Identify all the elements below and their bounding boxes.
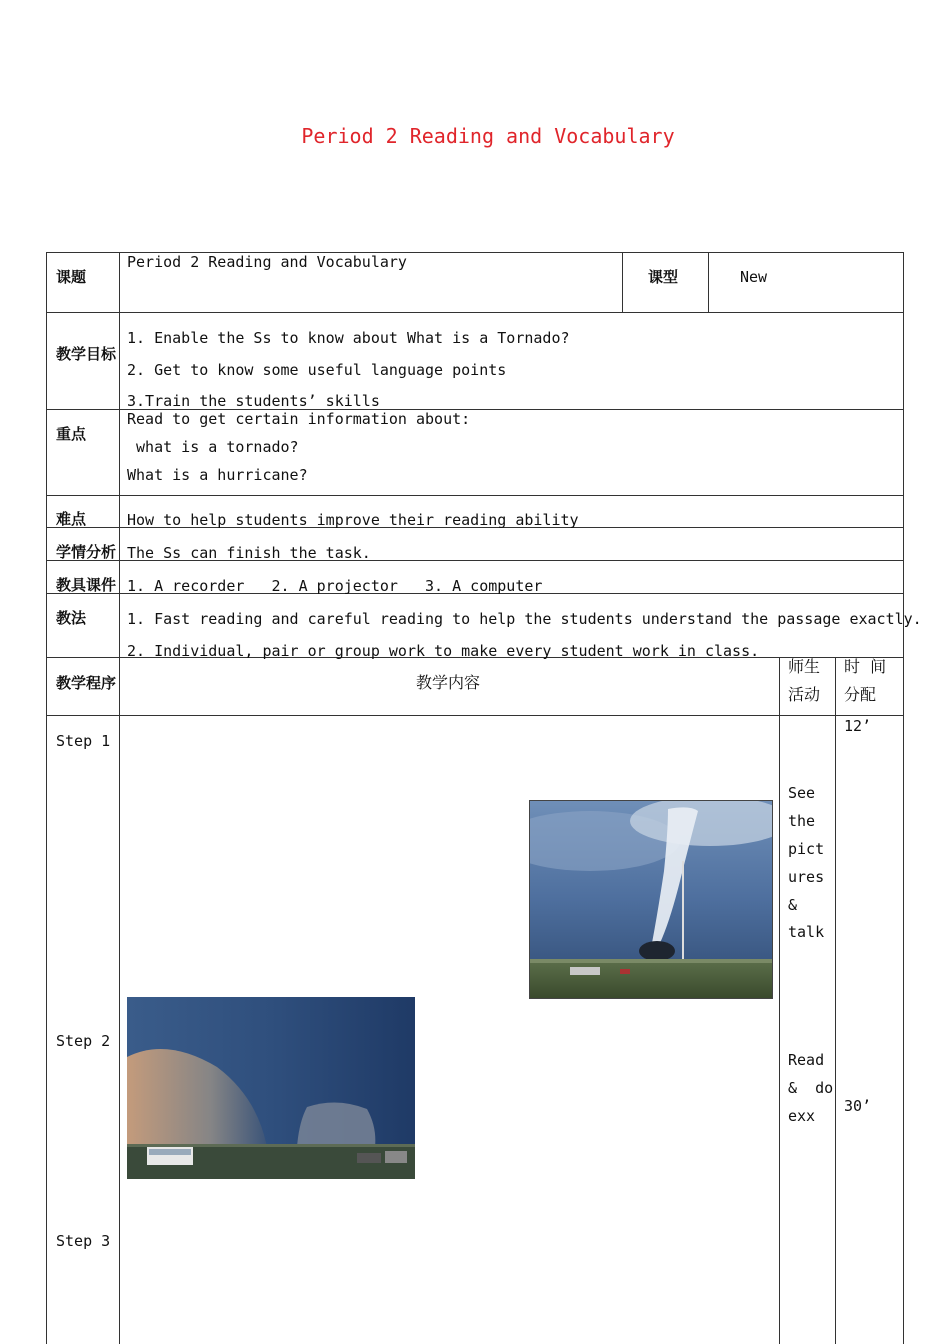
- tools-value: 1. A recorder 2. A projector 3. A computer: [127, 577, 543, 595]
- topic-label: 课题: [56, 268, 87, 286]
- activity-1-line: the: [788, 812, 816, 830]
- procedure-header: 教学程序: [56, 674, 117, 692]
- key-points-label: 重点: [56, 425, 87, 443]
- step-1-label: Step 1: [56, 732, 111, 750]
- lesson-type-value: New: [740, 268, 768, 286]
- analysis-label: 学情分析: [56, 543, 117, 561]
- objective-1: 1. Enable the Ss to know about What is a Tornado?: [127, 329, 570, 347]
- analysis-value: The Ss can finish the task.: [127, 544, 371, 562]
- activity-header-1: 师生: [788, 657, 821, 676]
- methods-label: 教法: [56, 609, 87, 627]
- activity-1-line: talk: [788, 923, 825, 941]
- time-step-1: 12’: [844, 717, 872, 735]
- activity-2-line: exx: [788, 1107, 816, 1125]
- method-1: 1. Fast reading and careful reading to help the students understand the passage exactly.: [127, 610, 922, 628]
- activity-1-line: ures: [788, 868, 825, 886]
- page-title: Period 2 Reading and Vocabulary: [301, 124, 675, 148]
- time-header-1: 时 间: [844, 657, 887, 676]
- activity-1-line: &: [788, 896, 798, 914]
- activity-2-line: & do: [788, 1079, 834, 1097]
- tornado-photo: [529, 800, 773, 999]
- activity-1-line: See: [788, 784, 816, 802]
- step-2-label: Step 2: [56, 1032, 111, 1050]
- step-3-label: Step 3: [56, 1232, 111, 1250]
- activity-2-line: Read: [788, 1051, 825, 1069]
- time-header-2: 分配: [844, 685, 877, 704]
- objective-2: 2. Get to know some useful language points: [127, 361, 507, 379]
- time-step-2: 30’: [844, 1097, 872, 1115]
- objective-3: 3.Train the students’ skills: [127, 392, 380, 410]
- difficulty-value: How to help students improve their reading ability: [127, 511, 579, 529]
- topic-value: Period 2 Reading and Vocabulary: [127, 253, 407, 271]
- key-point-3: What is a hurricane?: [127, 466, 308, 484]
- difficulty-label: 难点: [56, 510, 87, 528]
- activity-1-line: pict: [788, 840, 825, 858]
- method-2: 2. Individual, pair or group work to make every student work in class.: [127, 642, 760, 660]
- key-point-1: Read to get certain information about:: [127, 410, 471, 428]
- storm-photo: [127, 997, 415, 1179]
- activity-header-2: 活动: [788, 685, 821, 704]
- objectives-label: 教学目标: [56, 345, 117, 363]
- key-point-2: what is a tornado?: [127, 438, 299, 456]
- lesson-type-label: 课型: [648, 268, 679, 286]
- tools-label: 教具课件: [56, 576, 117, 594]
- content-header: 教学内容: [416, 673, 481, 692]
